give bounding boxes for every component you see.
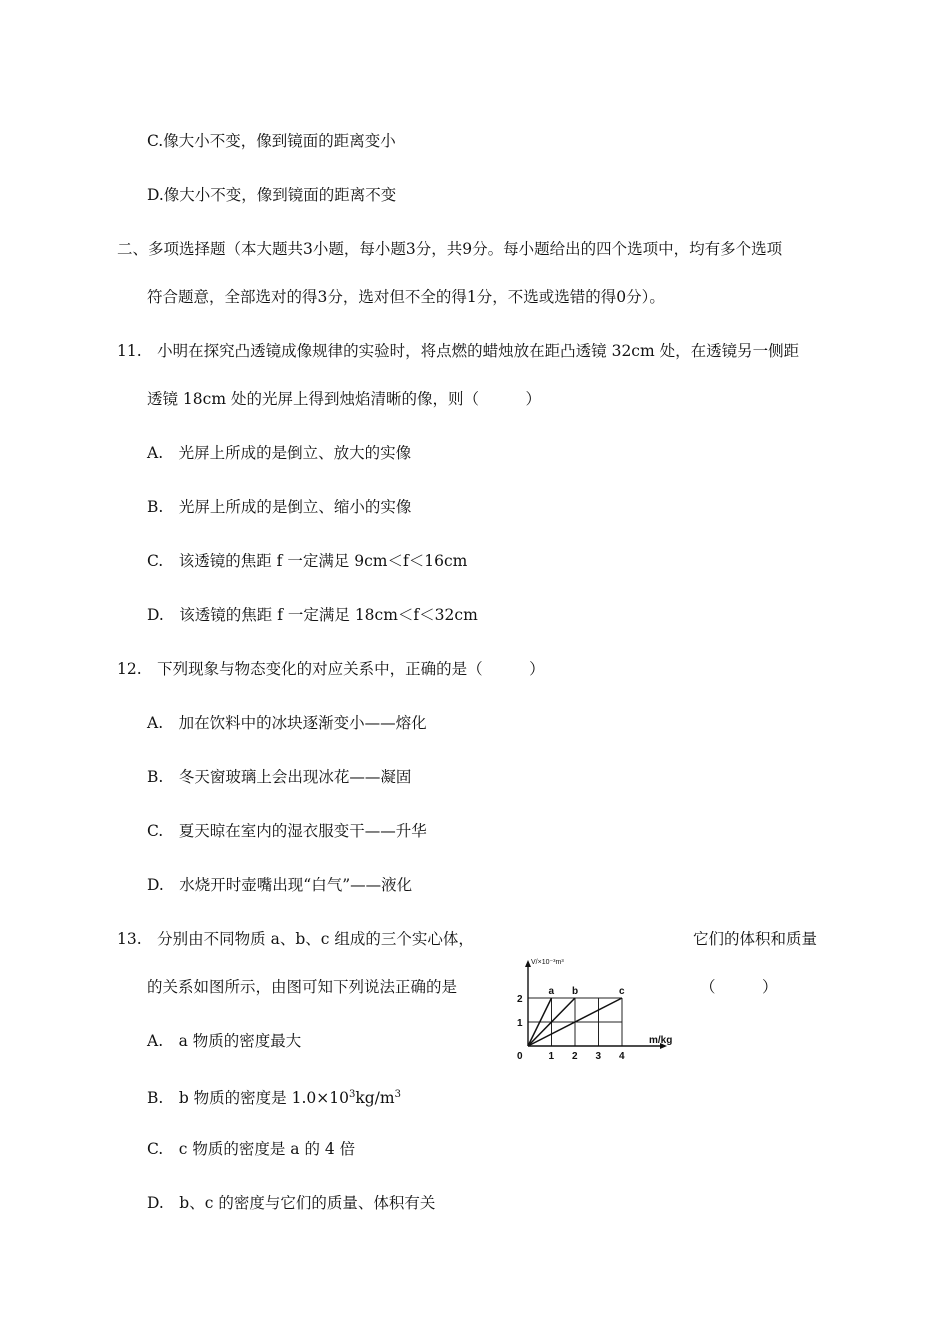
q13-option-d: D. b、c 的密度与它们的质量、体积有关 bbox=[147, 1194, 436, 1212]
q11-stem: 11. 小明在探究凸透镜成像规律的实验时，将点燃的蜡烛放在距凸透镜 32cm 处，在透镜另一侧距 bbox=[117, 342, 800, 360]
q12-stem: 12. 下列现象与物态变化的对应关系中，正确的是（ ） bbox=[117, 660, 545, 678]
q12-option-a: A. 加在饮料中的冰块逐渐变小——熔化 bbox=[147, 714, 427, 732]
x-axis-label: m/kg bbox=[649, 1035, 673, 1046]
q13-answer-blank: （ ） bbox=[700, 978, 778, 996]
q10-option-d: D.像大小不变，像到镜面的距离不变 bbox=[147, 186, 397, 204]
y-tick-label: 1 bbox=[517, 1018, 523, 1029]
q13-stem-right: 它们的体积和质量 bbox=[693, 930, 818, 948]
q11-option-c: C. 该透镜的焦距 f 一定满足 9cm＜f＜16cm bbox=[147, 552, 468, 570]
q12-option-b: B. 冬天窗玻璃上会出现冰花——凝固 bbox=[147, 768, 412, 786]
q13-stem: 13. 分别由不同物质 a、b、c 组成的三个实心体， bbox=[117, 930, 474, 948]
q11-option-d: D. 该透镜的焦距 f 一定满足 18cm＜f＜32cm bbox=[147, 606, 478, 624]
q11-stem-cont: 透镜 18cm 处的光屏上得到烛焰清晰的像，则（ ） bbox=[147, 390, 541, 408]
x-tick-label: 2 bbox=[572, 1051, 578, 1062]
q13-option-b-unit-exponent: 3 bbox=[394, 1089, 401, 1100]
x-tick-label: 4 bbox=[619, 1051, 625, 1062]
q12-option-d: D. 水烧开时壶嘴出现“白气”——液化 bbox=[147, 876, 413, 894]
q11-option-a: A. 光屏上所成的是倒立、放大的实像 bbox=[147, 444, 412, 462]
x-tick-label: 0 bbox=[517, 1051, 523, 1062]
series-label-a: a bbox=[548, 986, 555, 997]
q12-option-c: C. 夏天晾在室内的湿衣服变干——升华 bbox=[147, 822, 427, 840]
q13-option-b-text: B. b 物质的密度是 1.0×10 bbox=[147, 1089, 349, 1108]
x-tick-label: 3 bbox=[595, 1051, 602, 1062]
q13-stem-cont: 的关系如图所示，由图可知下列说法正确的是 bbox=[147, 978, 458, 996]
q10-option-c: C.像大小不变，像到镜面的距离变小 bbox=[147, 132, 396, 150]
volume-mass-chart bbox=[510, 950, 690, 1070]
y-axis-label: V/×10⁻³m³ bbox=[531, 959, 564, 966]
q13-option-b-unit: kg/m bbox=[355, 1089, 395, 1108]
chart-axes bbox=[525, 960, 667, 1049]
q11-option-b: B. 光屏上所成的是倒立、缩小的实像 bbox=[147, 498, 412, 516]
section2-title-cont: 符合题意，全部选对的得3分，选对但不全的得1分，不选或选错的得0分）。 bbox=[147, 288, 665, 306]
y-tick-label: 2 bbox=[517, 994, 523, 1005]
q13-option-b-exponent: 3 bbox=[348, 1089, 356, 1100]
section2-title: 二、多项选择题（本大题共3小题，每小题3分，共9分。每小题给出的四个选项中，均有多个选项 bbox=[117, 240, 783, 258]
x-tick-label: 1 bbox=[548, 1051, 555, 1062]
series-label-b: b bbox=[572, 986, 579, 997]
q13-option-a: A. a 物质的密度最大 bbox=[147, 1032, 302, 1050]
series-label-c: c bbox=[619, 986, 625, 997]
q13-option-b bbox=[147, 1085, 401, 1108]
q13-option-c: C. c 物质的密度是 a 的 4 倍 bbox=[147, 1140, 356, 1158]
